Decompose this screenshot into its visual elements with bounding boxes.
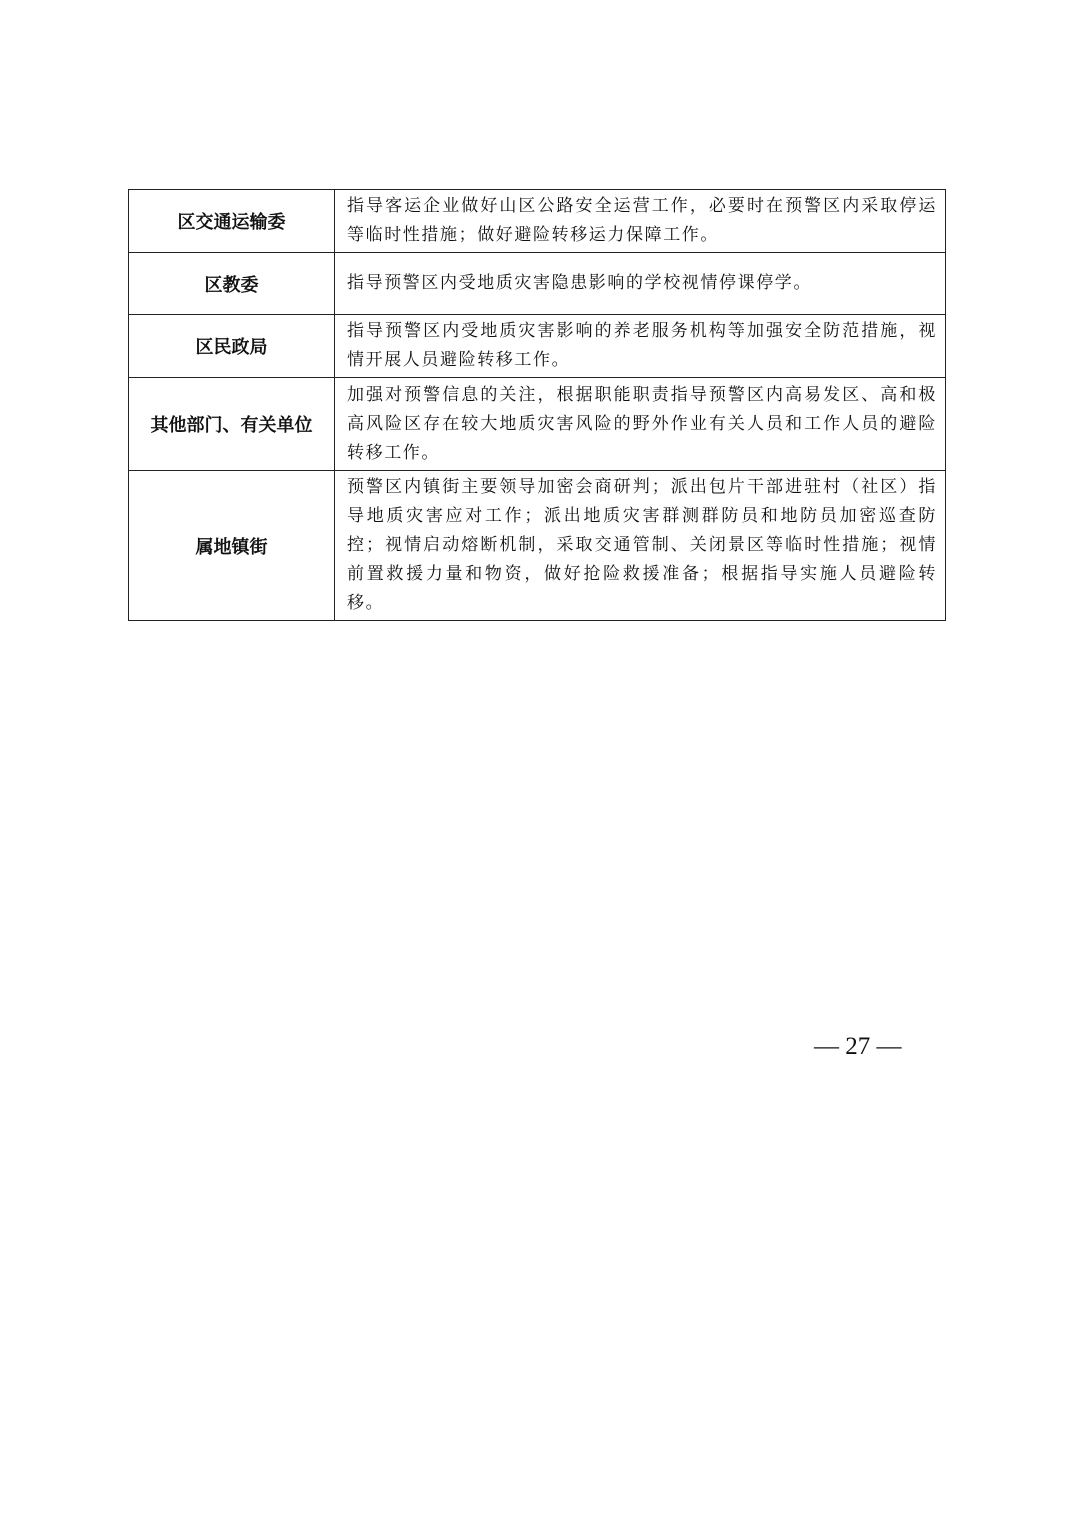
department-cell: 区民政局 bbox=[129, 315, 335, 378]
duties-cell: 预警区内镇街主要领导加密会商研判；派出包片干部进驻村（社区）指导地质灾害应对工作；派出地质灾害群测群防员和地防员加密巡查防控；视情启动熔断机制，采取交通管制、关闭景区等临时性措施；视情前置救援力量和物资，做好抢险救援准备；根据指导实施人员避险转移。 bbox=[335, 471, 946, 621]
duties-cell: 指导客运企业做好山区公路安全运营工作，必要时在预警区内采取停运等临时性措施；做好避险转移运力保障工作。 bbox=[335, 190, 946, 253]
duties-cell: 指导预警区内受地质灾害隐患影响的学校视情停课停学。 bbox=[335, 253, 946, 315]
department-cell: 区教委 bbox=[129, 253, 335, 315]
duties-cell: 指导预警区内受地质灾害影响的养老服务机构等加强安全防范措施，视情开展人员避险转移工作。 bbox=[335, 315, 946, 378]
department-cell: 区交通运输委 bbox=[129, 190, 335, 253]
table-row bbox=[129, 190, 946, 253]
duty-table bbox=[128, 189, 946, 621]
table-row bbox=[129, 471, 946, 621]
department-cell: 其他部门、有关单位 bbox=[129, 378, 335, 471]
table-row bbox=[129, 378, 946, 471]
table-row bbox=[129, 253, 946, 315]
department-cell: 属地镇街 bbox=[129, 471, 335, 621]
table-row bbox=[129, 315, 946, 378]
page-number: — 27 — bbox=[814, 1033, 902, 1060]
duties-cell: 加强对预警信息的关注，根据职能职责指导预警区内高易发区、高和极高风险区存在较大地质灾害风险的野外作业有关人员和工作人员的避险转移工作。 bbox=[335, 378, 946, 471]
